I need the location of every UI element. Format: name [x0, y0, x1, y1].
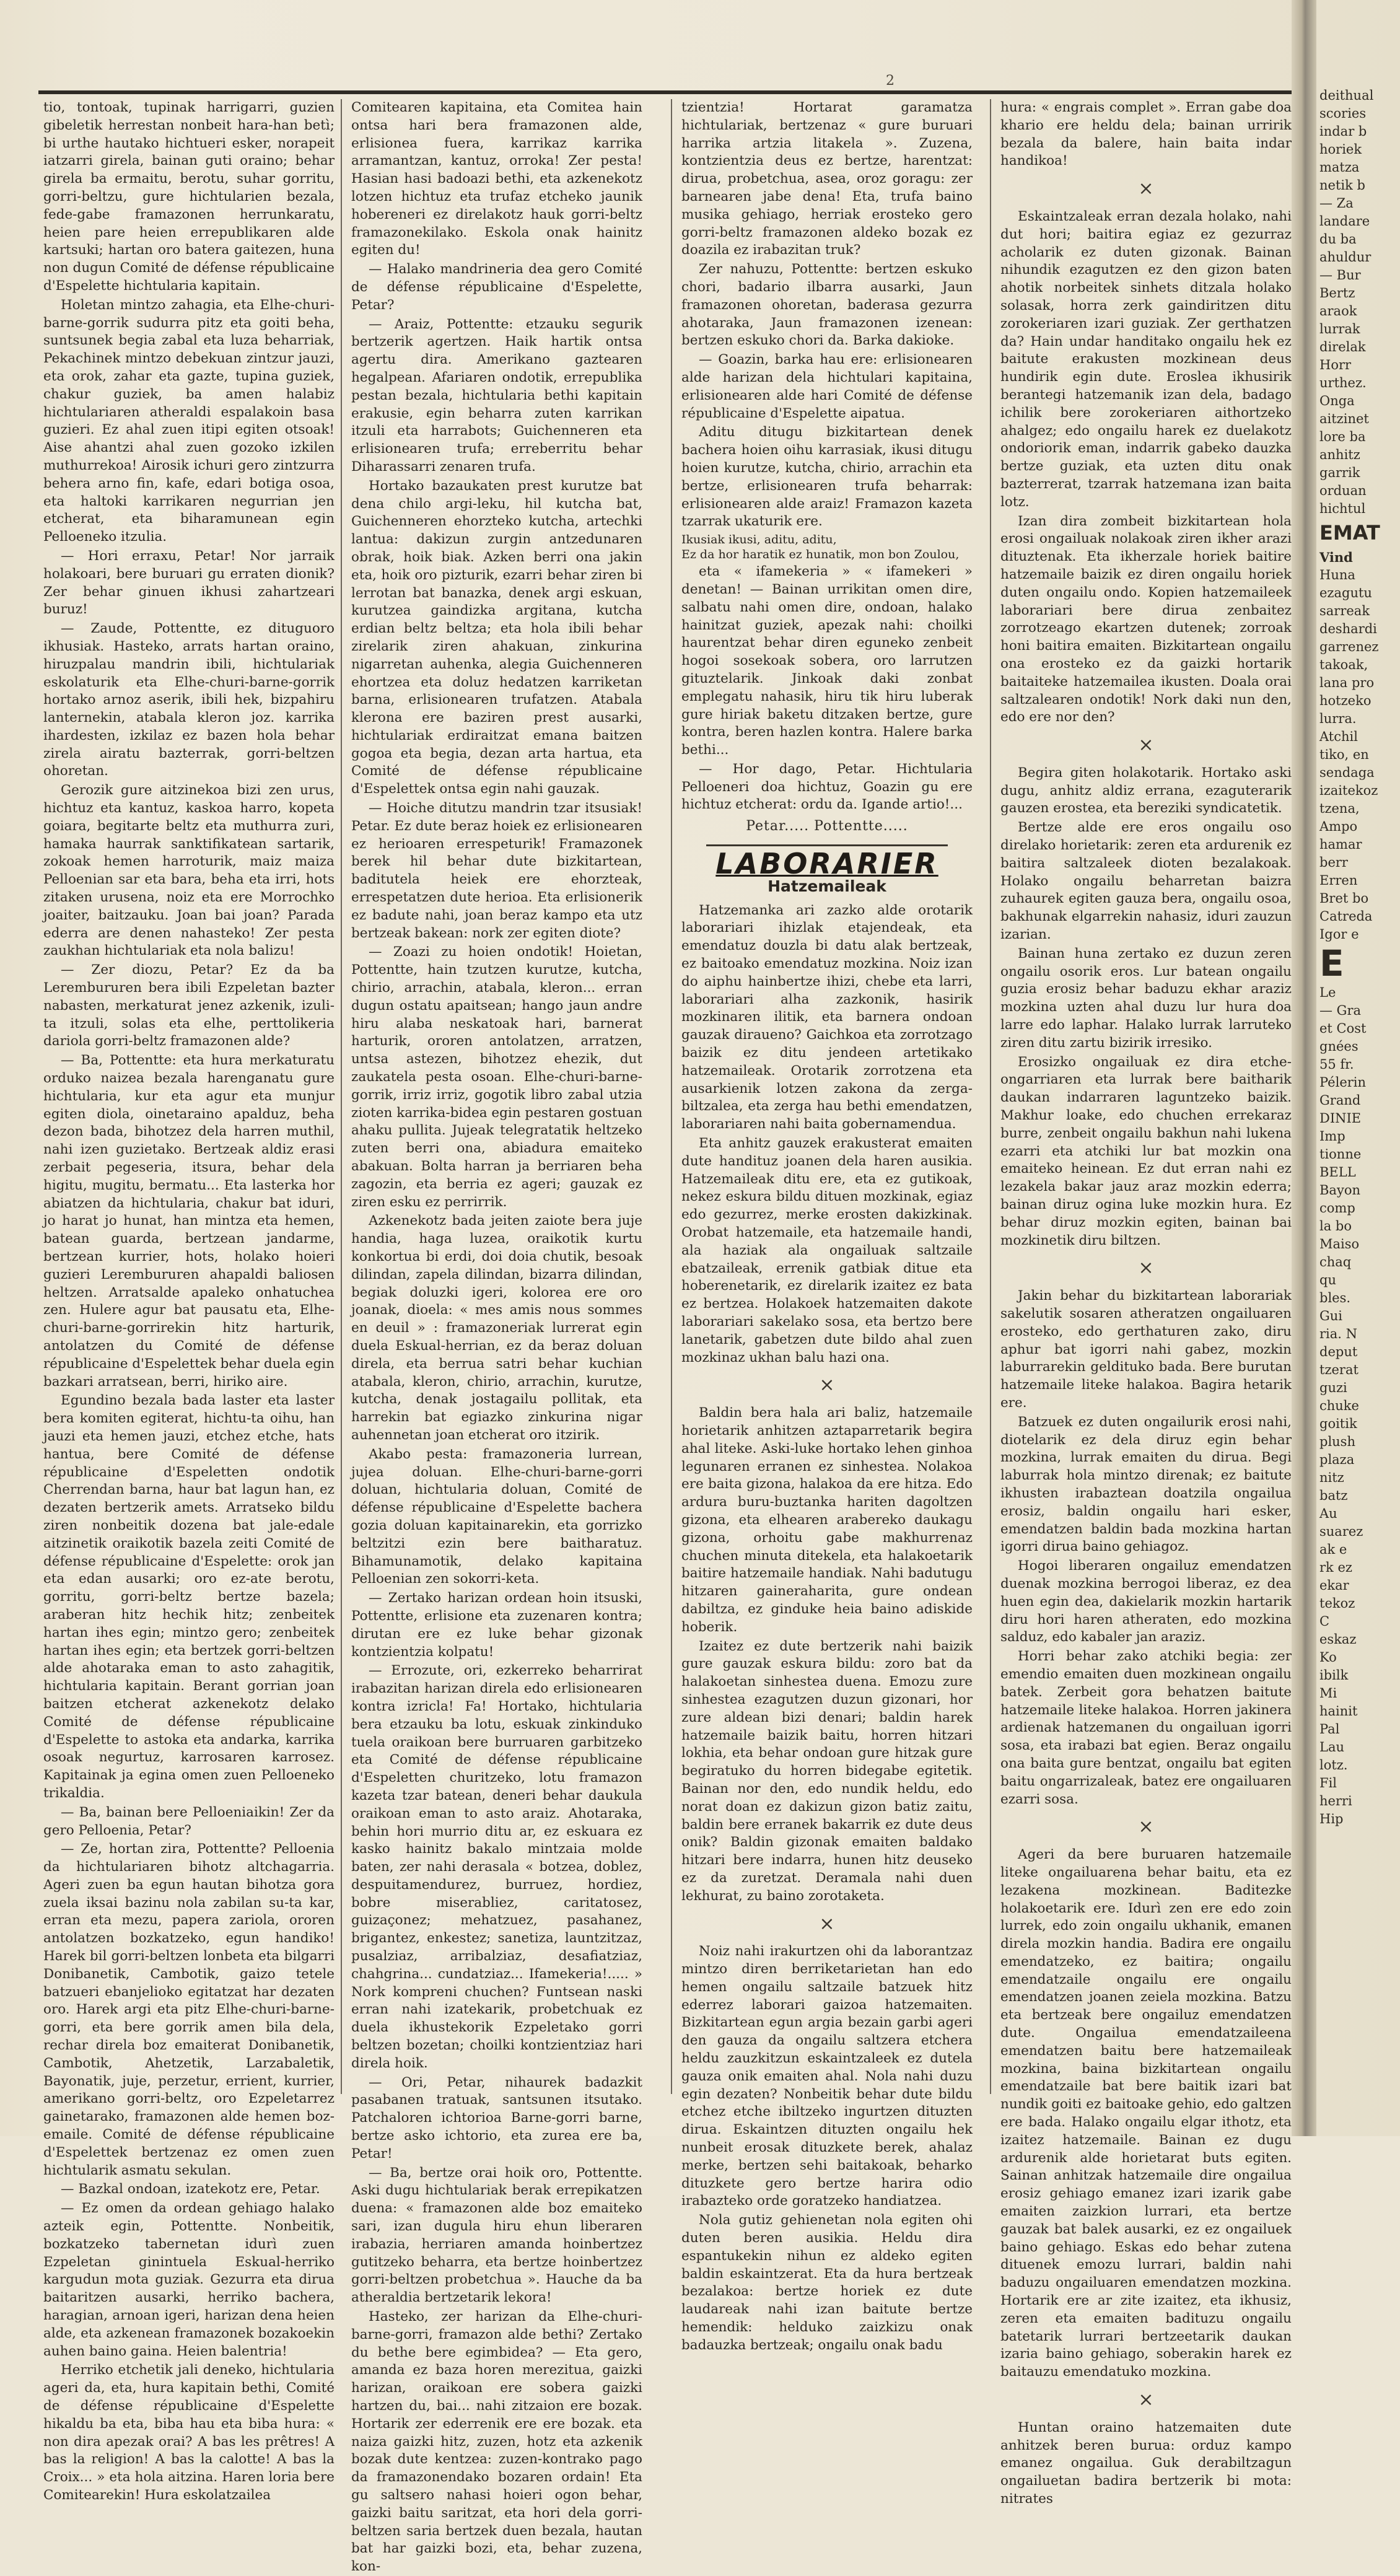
edge-line: batz [1319, 1488, 1348, 1503]
paragraph: — Ba, Pottentte: eta hura merkaturatu orduko naizea bezala harenganatu gure hichtularia, kur eta agur eta munjur egiten diola, oinetaraino apalduz, beha dezon bada, bihotzez dela harren muthil, nahi izen guzietako. Bertzeak aldiz erasi zerbait pegeseria, itsura, behar dela higitu, mugitu, bermatu... Eta lasterka hor abiatzen da hichtularia, chakur bat iduri, jo harat jo hunat, han mintza eta hemen, batean guarda, bertzean jandarme, bertzean kurrier, hots, holako hoieri guzieri Lerembururen ahapaldi baliosen heltzen. Arratsalde apaleko onhatuchea zen. Hulere agur bat pausatu eta, Elhe-churi-barne-gorrirekin hitz harturik, antolatzen du Comité de défense républicaine d'Espelettek behar duela egin bazkari arratsean, berri, hiriko aire. [43, 1053, 335, 1390]
edge-line: berr [1319, 855, 1348, 870]
paragraph: eta « ifamekeria » « ifamekeri » denetan! — Bainan urrikitan omen dire, salbatu nahi omen dire, ondoan, halako hainitzat guziek, apezak nahi: choilki haurentzat behar diren eguneko zenbeit hogoi sosekoak sobera, oro larrutzen gituztelarik. Jinkoak daki zonbat emplegatu nahasik, hiru tik hiru luberak gure hiriak baketu ditzaken bertze, gure kontra, beren hazlen kontra. Halere barka bethi... [681, 564, 973, 758]
edge-line: urthez. [1319, 375, 1367, 390]
edge-line: scories [1319, 106, 1367, 121]
edge-line: plaza [1319, 1452, 1355, 1467]
separator-cross: × [1138, 1257, 1154, 1279]
paragraph: Herriko etchetik jali deneko, hichtularia ageri da, eta, hura kapitain bethi, Comité de défense républicaine d'Espelette hikaldu ba eta, biba hau eta biba hura: « non dira apezak orai? A bas les prêtres! A bas la religion! A bas la calotte! A bas la Croix... » eta hola aitzina. Haren loria bere Comitearekin! Hura eskolatzailea [43, 2362, 335, 2503]
edge-line: tekoz [1319, 1596, 1355, 1611]
paragraph: Hortako bazaukaten prest kurutze bat dena chilo argi-leku, hil kutcha bat, Guichenneren ehorzteko kutcha, artechki lantua: dakizun zurgin antzedunaren obrak, hoik biak. Azken berri ona jakin eta, hoik oro pizturik, ezarri behar ziren bi lerrotan bat banazka, denek argi eskuan, kurutzea gaindizka argitana, kutcha erdian beltz beltza; eta hola ibili behar zirelarik ziren ahakuan, zinkurina nigarretan auhenka, alegia Guichenneren ehortzea eta doluz hedatzen karriketan barna, erlisionearen trufatzen. Atabala klerona ere baziren prest ausarki, hichtulariak erdiraitzat emana baitzen gogoa eta begia, dezan arta hartua, eta Comité de défense républicaine d'Espelettek ontsa egin nahi gauzak. [351, 478, 642, 797]
section-rule [706, 844, 948, 846]
edge-line: Pélerin [1319, 1075, 1367, 1090]
edge-line: 55 fr. [1319, 1057, 1354, 1072]
paragraph: Nola gutiz gehienetan nola egiten ohi duten beren ausikia. Heldu dira espantukekin nihun ez aldeko egiten baldin eskaintzerat. Eta da hura bertzeak bezalakoa: bertze horiek ez dute laudareak nahi izan baitute bertze hemendik: helduko zaizkizu onak badauzka bertzeak; ongailu onak badu [681, 2212, 973, 2353]
edge-line: plush [1319, 1434, 1355, 1449]
edge-text-block [1319, 566, 1400, 944]
paragraph: Baldin bera hala ari baliz, hatzemaile horietarik anhitzen aztaparretarik begira ahal liteke. Aski-luke hortako lehen ginhoa legunaren erranen ez sinhestea. Nolakoa ere baita gizona, halakoa da ere hitza. Edo ardura buru-buztanka hariten dagoltzen gizona, eta elhearen arabereko daukagu gizona, orhoitu gabe makhurrenaz chuchen minuta ditekela, eta halakoetarik baitire hatzemaile handiak. Nahi badutugu hitzaren gaineraharita, gure ondean dabiltza, ez ginduke heia baino adiskide hoberik. [681, 1405, 973, 1635]
edge-line: Pal [1319, 1722, 1340, 1737]
paragraph: Noiz nahi irakurtzen ohi da laborantzaz mintzo diren berriketarietan han edo hemen ongailu saltzaile batzuek hitz ederrez laborari gaizoa hatzemaiten. Bizkitartean egun argia bezain garbi ageri den gauza da ongailu saltzera etchera heldu zauzkitzun eskaintzaleek ez dutela gauza onik emaiten ahal. Nola nahi duzu egin dezaten? Nonbeitik behar dute bildu etchez etche ibiltzeko ingurtzen dituzten dirua. Eskaintzen dituzten ongailu hek nunbeit erosak dituzkete berek, ahalaz merke, bertzen sehi baitakoak, beharko dituzkete gero bertze harira odio irabazteko orde goratzeko handiatzea. [681, 1943, 973, 2209]
edge-line: ibilk [1319, 1668, 1349, 1683]
paragraph: Aditu ditugu bizkitartean denek bachera hoien oihu karrasiak, ikusi ditugu hoien kurutze, kutcha, chirio, arrachin eta bertze, erlisionearen trufa beharrak: erlisionearen alde araiz! Framazon kazeta tzarrak ukaturik ere. [681, 424, 973, 530]
edge-line: goitik [1319, 1416, 1357, 1431]
paragraph: Ageri da bere buruaren hatzemaile liteke ongailuarena behar baitu, eta ez lezakena mozkinean. Baditezke holakoetarik ere. Idurì zen ere edo zoin lurrek, edo zoin ongailu ukhanik, emanen direla mozkin handia. Badira ere ongailu emendatzeko, ez baitira; ongailu emendatzaile ongailu ere ongailu emendatzen joanen zeiela mozkina. Batzu eta bertzeak bere ongailuz emendatzen dute. Ongailua emendatzaileena emendatzen baitu bere hatzemaileak mozkina, baina bizkitartean ongailu emendatzaile bat bere baitik izari bat nundik goiti ez baitoake gehio, edo galtzen ere bada. Halako ongailu elgar ithotz, eta izaitez hatzemaile. Bainan ez dugu ardurenik alde horietarat buts egiten. Sainan anhitzak hatzemaile dire ongailua erosiz gehiago emanez izari izarik gabe emaiten zaizkion lurrari, eta bertze gauzak bat balek ausarki, ez ez ongailuek baino gehiago. Eskas edo behar zutena dituenek emozu lurrari, baldin nahi baduzu ongailuaren emendatzen mozkina. Hortarik ere ar zite izaitez, eta ikhusiz, zeren eta emaiten badituzu ongailu batetarik lurrari bertzeetarik daukan izaria baino gehiago, soberakin harek ez baitauzu emendatuko mozkina. [1000, 1847, 1292, 2380]
edge-line: deithual [1319, 88, 1374, 103]
edge-line: indar b [1319, 124, 1367, 139]
paragraph: hura: « engrais complet ». Erran gabe doa khario ere heldu dela; bainan urririk bezala da balere, hain baita indar handikoa! [1000, 100, 1292, 169]
edge-line: ria. N [1319, 1326, 1358, 1341]
edge-line: Ampo [1319, 819, 1358, 834]
edge-line: la bo [1319, 1219, 1352, 1233]
paragraph: Izaitez ez dute bertzerik nahi baizik gure gauzak eskura bildu: zoro bat da halakoetan sinhestea duena. Emozu zure sinhestea ezagutzen duzun gizonari, hor zure aldean bizi denari; baldin harek hatzemaile baizik baitu, horren hitzari lokhia, eta behar ondoan gure hitzak gure begiratuko du horren bidegabe egitetik. Bainan nor den, edo nundik heldu, edo norat doan ez dakizun gizon batiz zaitu, baldin bere erranek bakarrik ez dute deus onik? Baldin gizonak emaiten baldako hitzari bere indarra, hunen hitz deuseko ez da zuretzat. Deramala nahi duen lekhurat, zu baino zorotaketa. [681, 1638, 973, 1904]
separator-cross: × [1138, 2389, 1154, 2411]
edge-line: Onga [1319, 393, 1355, 408]
edge-line: hainit [1319, 1704, 1358, 1719]
paragraph: tzientzia! Hortarat garamatza hichtulariak, bertzenaz « gure buruari harrika artzia litakela ». Zuzena, kontzientzia deus ez bertze, harentzat: dirua, probetchua, asea, oroz goragu: zer barnearen jabe dena! Eta, trufa baino musika gehiago, herriak erosteko gero gorri-beltz framazonen aldeko bozak ez doazila ez irabazitan truk? [681, 100, 973, 258]
paragraph: — Hori erraxu, Petar! Nor jarraik holakoari, bere buruari gu erraten dionik? Zer behar ginuen ikhusi zahartzeari buruz! [43, 548, 335, 618]
edge-line: Atchil [1319, 729, 1358, 744]
edge-ad-heading: EMAT [1319, 521, 1380, 545]
paragraph: Batzuek ez duten ongailurik erosi nahi, diotelarik ez dela diruz egin behar mozkina, lurrak emaiten du dirua. Begi laburrak hola mintzo direnak; ez baitute ikhusten irabaztean doatzila ongailua erosiz, baldin ongailu hari esker, emendatzen baldin bada mozkina hartan igorri dirua baino gehiagoz. [1000, 1414, 1292, 1555]
quote: Ikusiak ikusi, aditu, aditu, Ez da hor haratik ez hunatik, mon bon Zoulou, [681, 533, 960, 562]
paragraph: Akabo pesta: framazoneria lurrean, jujea doluan. Elhe-churi-barne-gorri doluan, hichtularia doluan, Comité de défense républicaine d'Espelette bachera gozia doluan kapitainarekin, eta gorrizko beltzitzi ezin bere baitharatuz. Bihamunamotik, delako kapitaina Pelloenian zen sokorri-keta. [351, 1446, 642, 1587]
edge-line: qu [1319, 1273, 1336, 1287]
edge-line: chuke [1319, 1398, 1359, 1413]
separator-cross: × [819, 1912, 835, 1935]
paragraph: Huntan oraino hatzemaiten dute anhitzek beren burua: orduz kampo emanez ongailua. Guk derabiltzagun ongailuetan badira bertzerik bi mota: nitrates [1000, 2419, 1292, 2507]
separator-cross: × [1138, 1816, 1154, 1838]
paragraph: — Zaude, Pottentte, ez dituguoro ikhusiak. Hasteko, arrats hartan oraino, hiruzpalau mandrin ibili, hichtulariak eskolaturik eta Elhe-churi-barne-gorrik hortako arnoz aserik, ibili hek, bizpahiru lanternekin, atabala kleron joz. karrika ihardesten, izkilaz ez bazen hola behar zirela airatu bazterrak, gorri-beltzen ohoretan. [43, 621, 335, 779]
paragraph: — Ori, Petar, nihaurek badazkit pasabanen tratuak, santsunen itsutako. Patchaloren ichtorioa Barne-gorri barne, bertze asko ichtorio, eta zurea ere ba, Petar! [351, 2074, 642, 2162]
edge-line: tzena, [1319, 801, 1360, 816]
edge-ad-subheading: Vind [1319, 550, 1353, 565]
paragraph: Horri behar zako atchiki begia: zer emendio emaiten duen mozkinean ongailu batek. Zerbeit gora behatzen baitute hatzemaile liteke halakoa. Horren jakinera ardienak hatzemanen du ongailuan igorri sosa, eta irabazi bat egien. Beraz ongailu ona baita gure bentzat, ongailu bat egiten baitu ongarrizaleak, batez ere ongailuaren ezarri sosa. [1000, 1649, 1292, 1807]
adjacent-page-edge [1319, 87, 1400, 2131]
paragraph: Hogoi liberaren ongailuz emendatzen duenak mozkina berrogoi liberaz, ez dea huen egin dea, dakielarik mozkin hartarik diru hori haren atheraten, edo mozkina salduz, edo kabaler jan araziz. [1000, 1558, 1292, 1645]
column-4 [1000, 99, 1292, 2507]
edge-line: chaq [1319, 1255, 1352, 1269]
edge-line: lurrak [1319, 322, 1360, 336]
edge-line: Gui [1319, 1308, 1343, 1323]
paragraph: Comitearen kapitaina, eta Comitea hain ontsa hari bera framazonen alde, erlisionea fuera, karrikaz karrika arramantzan, kantuz, orroka! Zer pesta! Hasian hasi badoazi bethi, eta azkenekotz lotzen hichtuz eta trufaz etcheko jaunik hobereneri ez direlakotz hauk gorri-beltz framazonekilako. Eskola onak hainitz egiten du! [351, 100, 642, 258]
paragraph: Eskaintzaleak erran dezala holako, nahi dut hori; baitira egiaz ez gezurraz acholarik ez duten gizonak. Bainan nihundik ezagutzen ez den gizon baten ahotik norbeitek sinhets ditzala holako solasak, horra zerk gaindiritzen ditu zorokeriaren izari guziak. Zer gerthatzen da? Hain undar handitako ongailu hek ez baitute erakusten mozkinean deus hundirik egin dute. Eroslea ikhusirik berantegi hatzemanik izan dela, badago ichilik bere zorokeriaren aithortzeko ahalgez; edo ongailu harek ez duelakotz ondoriorik eman, indarrik gabeko dauzka bertze guziak, eta uzten ditu onak bazterrerat, tzarrak hatzemana izan baita lotz. [1000, 208, 1292, 510]
paragraph: Gerozik gure aitzinekoa bizi zen urus, hichtuz eta kantuz, kaskoa harro, kopeta goiara, begitarte beltz eta muthurra zuri, hamaka haurrak sanktifikatean sartarik, zokoak hemen harroturik, maiz maiza Pelloenian sar eta bara, beha eta irri, hots zitaken urusena, noiz eta ere Morrochko joaiter, baitzauku. Joan bai joan? Parada ederra are denen nahasteko! Zer pesta zaukhan hichtulariak eta nola balizu! [43, 782, 335, 959]
edge-line: eskaz [1319, 1632, 1357, 1647]
edge-line: sendaga [1319, 765, 1375, 780]
edge-line: lore ba [1319, 429, 1366, 444]
separator-cross: × [1138, 734, 1154, 756]
paragraph: — Hor dago, Petar. Hichtularia Pelloeneri doa hichtuz, Goazin gu ere hichtuz etcherat: ordu da. Igande artio!... [681, 761, 973, 813]
edge-line: tzerat [1319, 1362, 1358, 1377]
edge-line: ezagutu [1319, 585, 1372, 600]
paragraph: — Ba, bainan bere Pelloeniaikin! Zer da gero Pelloenia, Petar? [43, 1804, 335, 1838]
edge-line: hamar [1319, 837, 1362, 852]
paragraph: Erosizko ongailuak ez dira etche-ongarriaren eta lurrak bere baitharik daukan indarraren laguntzeko baizik. Makhur loake, edo chuchen errekaraz burre, zenbeit ongailu bakhun nahi lukena ezarri eta atchiki lur bat mozkin ona emaiteko heinean. Ez dut erran nahi ez lezakela bakar jauz araz mozkin ederra; bainan diruz ogina luke mozkin hura. Ez behar diruz mozkin egiten, bainan bai mozkinetik diru biltzen. [1000, 1054, 1292, 1248]
paragraph: — Errozute, ori, ezkerreko beharrirat irabazitan harizan direla edo erlisionearen kontra izricla! Fa! Hortako, hichtularia bera etzauku ba lotu, eskuak zinkinduko tuela oraikoan bere burruaren garbitzeko eta Comité de défense républicaine d'Espeletten churitzeko, lotu framazon kazeta tzar batean, deneri behar daukula oraikoan eman to asto araiz. Ahotaraka, behin hori murrio ditu ar, ez eskuara ez kasko hainitz bakalo mintzaia molde baten, zer nahi derasala « botzea, doblez, despuitamendurez, burruez, hordiez, bobre miserabliez, caritatosez, guizaçonez; mehatzuez, pasahanez, brigantez, enkestez; sanetiza, launtzitzaz, pusalziaz, arribalziaz, desafiatziaz, chahgrina... cundatziaz... Ifamekeria!..... » Nork kompreni chuchen? Funtsean naski erran nahi izatekarik, probetchuak ez duela ikhustekorik Ezpeletako gorri beltzen bozetan; choilki kontzientziaz hari direla hoik. [351, 1663, 642, 2071]
paragraph: — Ez omen da ordean gehiago halako azteik egin, Pottentte. Nonbeitik, bozkatzeko tabernetan idurì zuen Ezpeletan ginintuela Eskual-herriko kargudun mota guziak. Gezurra eta dirua baitaritzen ausarki, herriko bachera, haragian, arnoan igeri, harizan dena heien alde, eta azkenean framazonek bozakoekin auhen baino gaina. Heien balentria! [43, 2201, 335, 2359]
column-2 [351, 99, 642, 2575]
edge-line: Huna [1319, 567, 1355, 582]
edge-line: Erren [1319, 873, 1358, 888]
edge-line: Au [1319, 1506, 1337, 1521]
edge-line: garrenez [1319, 639, 1379, 654]
page-fold-shadow [1292, 0, 1316, 2136]
paragraph: — Hoiche ditutzu mandrin tzar itsusiak! Petar. Ez dute beraz hoiek ez erlisionearen ez herioaren errespeturik! Framazonek berek hil behar dute bizkitartean, baditutela heiek ere ehorzteak, errespetatzen dute herioa. Eta erlisionerik ez badute nahi, joan beraz kampo eta utz bertzeak bakean: nork zer egiten diote? [351, 800, 642, 941]
edge-line: Le [1319, 985, 1336, 1000]
paragraph: — Halako mandrineria dea gero Comité de défense républicaine d'Espelette, Petar? [351, 261, 642, 313]
paragraph: — Araiz, Pottentte: etzauku segurik bertzerik agertzen. Haik hartik ontsa agertu dira. Amerikano gaztearen hegalpean. Afariaren ondotik, errepublika pestan bezala, hichtularia bethi kapitain erakusie, egin beharra zuten karrikan itzuli eta harrabots; Guichenneren eta erlisionearen trufa; erreberritu behar Diharassarri zenaren trufa. [351, 316, 642, 475]
edge-line: ekar [1319, 1578, 1349, 1593]
edge-line: Fil [1319, 1776, 1337, 1790]
edge-line: Igor e [1319, 927, 1359, 942]
edge-line: tiko, en [1319, 747, 1369, 762]
edge-line: horiek [1319, 142, 1362, 157]
paragraph: Izan dira zombeit bizkitartean hola erosi ongailuak nolakoak ziren ikher arazi dituztenak. Eta ikherzale horiek baitire hatzemaile baizik ez diren ongailu horiek duten ongailu ondo. Kopien hatzemaileek laborariari bere dirua zenbaitez zorrotzeago ekartzen dutenek; zorroak honi baitira emaiten. Bizkitartean ongailu ona erosteko ez da gaizki hortarik baitaiteke hatzemailea ikusten. Doala orai saltzalearen ondotik! Nork daki nun den, edo ere nor den? [1000, 513, 1292, 725]
edge-line: hichtul [1319, 501, 1366, 516]
edge-line: direlak [1319, 340, 1366, 354]
edge-line: Horr [1319, 357, 1352, 372]
edge-line: gnées [1319, 1039, 1358, 1054]
edge-line: Imp [1319, 1129, 1345, 1144]
edge-line: lana pro [1319, 675, 1375, 690]
paragraph: tio, tontoak, tupinak harrigarri, guzien gibeletik herrestan nonbeit hara-han betì; bi urthe hautako hichtueri esker, norapeit iatzarri girela, bainan guti oraino; behar girela ba ermaitu, berotu, suhar gorritu, gorri-beltzu, gure hichtularien bezala, fede-gabe framazonen herrunkaratu, heien pare heien errepublikaren alde kartsuki; hartan oro batera gaitezen, huna non dugun Comité de défense républicaine d'Espelette hichtularia kapitain. [43, 100, 335, 294]
edge-line: lurra. [1319, 711, 1357, 726]
edge-line: sarreak [1319, 603, 1370, 618]
edge-line: tionne [1319, 1147, 1362, 1162]
edge-line: deput [1319, 1344, 1358, 1359]
column-divider [990, 99, 991, 2094]
edge-line: Mi [1319, 1686, 1337, 1701]
edge-line: guzi [1319, 1380, 1347, 1395]
paragraph: Holetan mintzo zahagia, eta Elhe-churi-barne-gorrik sudurra pitz eta goiti beha, suntsunek begia zabal eta luza beharriak, Pekachinek mintzo debekuan zintzur jauzi, eta orok, zahar eta gazte, tupina guziek, chakur guziek, ba amen halabiz hichtulariaren atheraldi espalakoin basa guzieri. Ez ahal zuen itipi egiten otsoak! Aise ahantzi ahal zuen gozoko izkilen muthurrekoa! Airosik ichuri gero zintzurra behera arno fin, kafe, edari botiga osoa, eta haltoki karrikaren negurrian jen etcherat, eta biharamunean egin Pelloeneko itzulia. [43, 297, 335, 545]
paragraph: Eta anhitz gauzek erakusterat emaiten dute handituz joanen dela haren ausikia. Hatzemaileak ditu ere, eta ez gutikoak, nekez eskura bildu dituen mozkinak, egiaz edo gezurrez, merke erosten dakizkinak. Orobat hatzemaile, eta hatzemaile handi, ala haziak ala ongailuak saltzaile ebatzaileak, errenik gatbiak ditue eta hoberenetarik, ez direlarik izaitez ez bata ez bertzea. Holakoek hatzemaiten dakote laborariari sakelako sosa, eta bertzo bere lanetarik, gabetzen dute bildo ahal zuen mozkinaz ukhan balu hazi ona. [681, 1136, 973, 1365]
edge-line: landare [1319, 214, 1370, 229]
paragraph: — Zer diozu, Petar? Ez da ba Lerembururen bera ibili Ezpeletan bazter nabasten, merkaturat jenez azkenik, izuli-ta itzuli, solas eta elhe, perttolikeria dariola gorri-beltz framazonen alde? [43, 962, 335, 1049]
edge-line: Bret bo [1319, 891, 1369, 906]
separator-cross: × [1138, 178, 1154, 200]
edge-text-block [1319, 984, 1400, 1828]
paragraph: Hatzemanka ari zazko alde orotarik laborariari ihizlak etajendeak, eta emendatuz douzla bi datu alak bertzeak, ez baitoako emendatuz mozkina. Noiz izan do aiphu hainbertze ihizi, chebe eta larri, laborariari alha zazkonik, hasirik mozkinaren ilitik, eta barnera ondoan gauzak diraueno? Gaichkoa eta zorrotzago baizik ez ditu jendeen artetikako hatzemaileak. Orotarik zorrotzena eta ausarkienik lotzen zakona da zerga-biltzalea, eta zerga hau bethi emendatzen, laborariaren nahi baita gobernamendua. [681, 902, 973, 1132]
edge-line: Hip [1319, 1812, 1344, 1826]
column-divider [671, 99, 672, 2094]
edge-line: DINIE [1319, 1111, 1362, 1126]
signature-line: Petar..... Pottentte..... [746, 818, 908, 835]
section-masthead: LABORARIER [715, 847, 938, 881]
column-3 [681, 99, 973, 2353]
paragraph: — Goazin, barka hau ere: erlisionearen alde harizan dela hichtulari kapitaina, erlisionearen alde hari Comité de défense républicaine d'Espelette aipatua. [681, 352, 973, 421]
page-marker: 2 [886, 73, 895, 89]
edge-line: garrik [1319, 465, 1360, 480]
article-title: Hatzemaileak [768, 877, 886, 895]
edge-line: hotzeko [1319, 693, 1372, 708]
edge-line: izaitekoz [1319, 783, 1378, 798]
edge-line: suarez [1319, 1524, 1363, 1539]
edge-line: anhitz [1319, 447, 1360, 462]
edge-line: rk ez [1319, 1560, 1352, 1575]
edge-line: Lau [1319, 1740, 1344, 1755]
paragraph: — Bazkal ondoan, izatekotz ere, Petar. [61, 2181, 320, 2197]
edge-line: Bertz [1319, 286, 1355, 300]
paragraph: Bainan huna zertako ez duzun zeren ongailu osorik eros. Lur batean ongailu guzia erosiz behar baduzu ekhar araziz mozkina uzten ahal duzu lur hura doa larre edo laphar. Halako lurrak larruteko ziren ditu zartu bizirik irresiko. [1000, 945, 1292, 1051]
column-divider [341, 99, 342, 2094]
edge-ad-letter: E [1319, 942, 1344, 984]
paragraph: — Ba, bertze orai hoik oro, Pottentte. Aski dugu hichtulariak berak errepikatzen duena: « framazonen alde boz emaiteko sari, izan dugula hiru ehun liberaren irabazia, herriaren amanda hoinbertzez gutitzeko beharra, eta bertze hoinbertzez gorri-beltzen probetchua ». Hauche da ba atheraldia bertzetarik lekora! [351, 2165, 642, 2306]
edge-line: ahuldur [1319, 250, 1372, 265]
paragraph: — Ze, hortan zira, Pottentte? Pelloenia da hichtulariaren bihotz altchagarria. Ageri zuen ba egun hautan bihotza gora zuela iksai bazinu nola zabilan su-ta kar, erran eta mezu, papera zariola, ororen antolatzen bozkatzeko, egun handiko! Harek bil gorri-beltzen lonbeta eta bilgarri Donibanetik, Cambotik, gaizo tetele batzueri ebanjelioko egitatzat har dezaten oro. Harek argi eta pitz Elhe-churi-barne-gorri, eta bere gorrik amen bila dela, rechar direla boz emaiterat Donibanetik, Cambotik, Ahetzetik, Larzabaletik, Bayonatik, juje, perzetur, errient, kurrier, amerikano gorri-beltz, oro Ezpeletarrez gainetarako, framazonen alde hemen boz-emaile. Comité de défense républicaine d'Espelettek bertzenaz ez omen zuen hichtularik asmatu sekulan. [43, 1841, 335, 2178]
edge-line: aitzinet [1319, 411, 1369, 426]
edge-line: Bayon [1319, 1183, 1360, 1198]
edge-line: deshardi [1319, 621, 1377, 636]
edge-line: — Bur [1319, 268, 1361, 283]
edge-line: — Za [1319, 196, 1354, 211]
edge-line: du ba [1319, 232, 1357, 247]
edge-line: Grand [1319, 1093, 1361, 1108]
edge-line: matza [1319, 160, 1360, 175]
edge-line: comp [1319, 1201, 1355, 1216]
edge-line: Ko [1319, 1650, 1337, 1665]
edge-line: Maiso [1319, 1237, 1360, 1251]
edge-line: bles. [1319, 1290, 1351, 1305]
separator-cross: × [819, 1374, 835, 1396]
edge-line: ak e [1319, 1542, 1347, 1557]
paragraph: — Zertako harizan ordean hoin itsuski, Pottentte, erlisione eta zuzenaren kontra; dirutan ere ez luke behar gizonak kontzientzia kolpatu! [351, 1590, 642, 1660]
paragraph: Azkenekotz bada jeiten zaiote bera juje handia, haga luzea, oraikotik kurtu konkortua bi erdi, doi doia chutik, besoak dilindan, zapela dilindan, bizarra dilindan, begiak doluzki igeri, kolorea ere oro joanak, dioela: « mes amis nous sommes en deuil » : framazoneriak lurrerat egin duela Eskual-herrian, ez da beraz doluan direla, eta berrua satri behar kuchian atabala, kleron, chirio, arrachin, kurutze, kutcha, denak jostagailu pollitak, eta harrekin bat egiazko zinkurina nigar auhennetan joan etcherat oro itzirik. [351, 1213, 642, 1443]
paragraph: Bertze alde ere eros ongailu oso direlako horietarik: zeren eta ardurenik ez baitira saltzaleek dioten bezalakoak. Holako ongailu beharretan baizra zuhaurek egiten gauza bera, ongailu osoa, bakhunak elgarrekin nahasiz, iduri zauzun izarian. [1000, 820, 1292, 943]
edge-line: et Cost [1319, 1021, 1367, 1036]
edge-line: orduan [1319, 483, 1367, 498]
paragraph: Zer nahuzu, Pottentte: bertzen eskuko chori, badario ilbarra ausarki, Jaun framazonen ohoretan, baderasa gezurra ahotaraka, Jaun framazonen izenean: bertzen eskuko chori da. Barka dakioke. [681, 261, 973, 349]
paragraph: Jakin behar du bizkitartean laborariak sakelutik sosaren atheratzen ongailuaren erosteko, edo gerthaturen zako, diru aphur bat igorri nahi gabez, mozkin laburrarekin geldituko bada. Bere burutan hatzemaile liteke halakoa. Bagira hetarik ere. [1000, 1288, 1292, 1411]
header-rule [38, 90, 1302, 94]
paragraph: — Zoazi zu hoien ondotik! Hoietan, Pottentte, hain tzutzen kurutze, kutcha, chirio, arrachin, atabala, kleron... erran dugun ostatu apaitsean; hango jaun andre hiru alaba neskatoak hari, barnerat harturik, ororen antolatzen, arratzen, untsa astezen, bihotzez ehezik, dut zaukatela pesta osoan. Elhe-churi-barne-gorrik, irriz irriz, gogotik libro zabal utzia zioten karrika-bidea egin pestaren gostuan ahaku pullita. Jujeak telegratatik heltzeko zuten berri ona, abiadura emaiteko abakuan. Bolta harran ja berriaren beha zagozin, eta berria ez ageri; gauzak ez ziren esku ez perrirrik. [351, 944, 642, 1210]
edge-text-block [1319, 87, 1400, 518]
edge-line: — Gra [1319, 1003, 1362, 1018]
edge-line: herri [1319, 1794, 1352, 1808]
edge-line: Catreda [1319, 909, 1373, 924]
edge-line: BELL [1319, 1165, 1356, 1180]
paragraph: Begira giten holakotarik. Hortako aski dugu, anhitz aldiz errana, ezaguterarik gauzen erostea, eta bereziki syndicatetik. [1000, 764, 1292, 817]
edge-line: araok [1319, 304, 1357, 318]
edge-line: takoak, [1319, 657, 1368, 672]
edge-line: lotz. [1319, 1758, 1348, 1772]
edge-line: netik b [1319, 178, 1365, 193]
paragraph: Hasteko, zer harizan da Elhe-churi-barne-gorri, framazon alde bethi? Zertako du bethe bere egimbidea? — Eta gero, amanda ez baza horen merezitua, gaizki harizan, oraikoan ere sobera gaizki hartzen du, bai... nahi zitzaion ere bozak. Hortarik zer ederrenik ere ere bozak. eta naiza gaizki hitz, zuzen, hotz eta azkenik bozak dute kentzea: zuzen-kontrako pago da framazonendako bozaren ordain! Eta gu saltsero nahasi hoieri ogon behar, gaizki baitu saritzat, eta hori dela gorri-beltzen saria bertzek duen bezala, hautan bat har gaizki bozi, eta, behar zuzena, kon- [351, 2309, 642, 2575]
paragraph: Egundino bezala bada laster eta laster bera komiten egiterat, hichtu-ta oihu, han jauzi eta hemen jauzi, etchez etche, hats hantua, bere Comité de défense républicaine d'Espeletten ondotik Cherrendan barna, haur bat lagun han, ez dezaten bertzerik amets. Arratseko bildu ziren nonbeitik dozena bat jale-edale aitzinetik oraikotik bazela zeiti Comité de défense républicaine d'Espelette: orok jan eta edan ausarki; oro ez-ate berotu, gorritu, gorri-beltz bertze bazela; araberan hitz hechik hitz; zenbeitek hartan ihes egin; mintzo gero; zenbeitek hartan ihes egin; eta bertzek gorri-beltzen alde ahotaraka eman to asto zahagitik, hichtularia kapitain. Berant gorrian joan baitzen etcherat azkenekotz delako Comité de défense républicaine d'Espelette to astoka eta andarka, karrika osoak negurtuz, karrosaren karrosez. Kapitainak ja egina omen zuen Pelloeneko trikaldia. [43, 1393, 335, 1801]
edge-line: C [1319, 1614, 1330, 1629]
edge-line: nitz [1319, 1470, 1344, 1485]
column-1 [43, 99, 335, 2503]
